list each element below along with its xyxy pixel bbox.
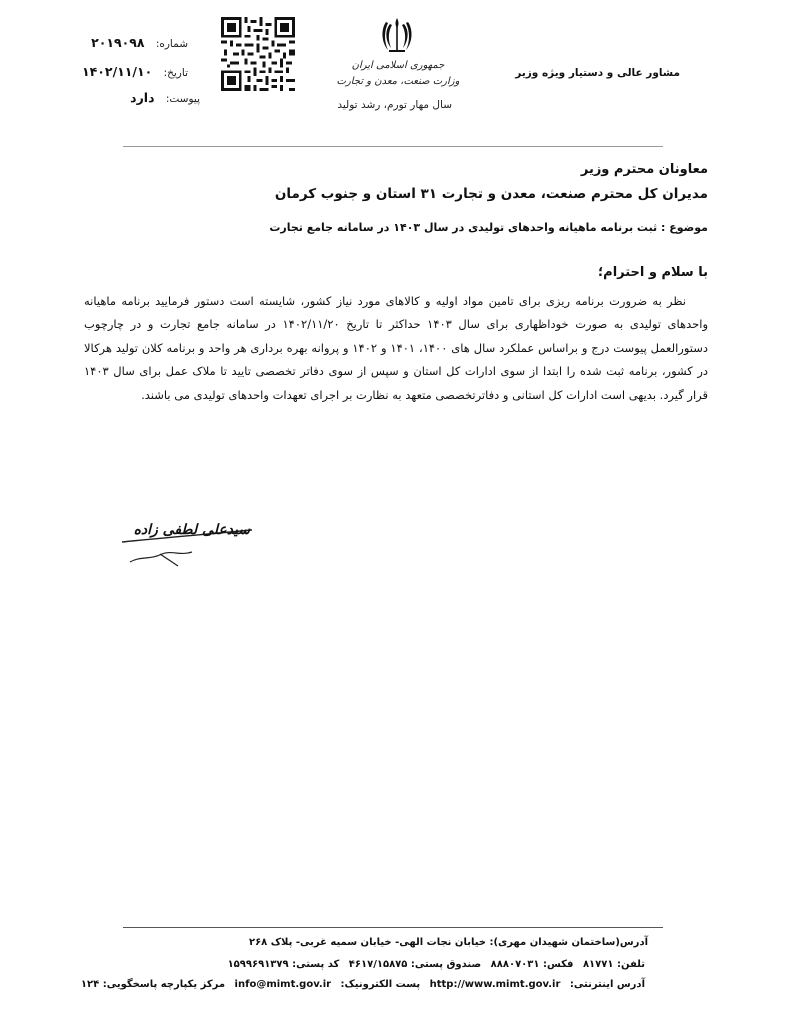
footer-web-link[interactable]: http://www.mimt.gov.ir [429,979,561,990]
qr-code [221,17,295,91]
footer-web-label: آدرس اینترنتی: [569,979,645,990]
ministry-republic-name: جمهوری اسلامی ایران [351,60,445,71]
footer-contact-row [205,959,648,970]
footer-call-center: مرکز یکپارچه پاسخگویی: ۱۲۴ [80,979,226,990]
greeting: با سلام و احترام؛ [597,265,708,280]
header-divider [123,146,663,147]
footer-address: آدرس(ساختمان شهیدان مهری): خیابان نجات الهی- خیابان سمیه غربی- پلاک ۲۶۸ [248,937,648,948]
iran-emblem-icon [380,16,414,54]
footer-phone: تلفن: ۸۱۷۷۱ [582,959,645,970]
letter-body-paragraph: نظر به ضرورت برنامه ریزی برای تامین مواد اولیه و کالاهای مورد نیاز کشور، شایسته است دستور فرمایید برنامه ماهیانه واحدهای تولیدی به صورت خوداظهاری برای سال ۱۴۰۳ حداکثر تا تاریخ ۱۴۰۲/۱۱/۲۰ در سامانه جامع تجارت و در چارچوب دستورالعمل پیوست درج و براساس عملکرد سال های ۱۴۰۰، ۱۴۰۱ و ۱۴۰۲ و پروانه بهره برداری هر واحد و برنامه کلان تولید هرکالا در کشور، برنامه ثبت شده را ابتدا از سوی ادارات کل استان و سپس از سوی دفاتر تخصصی تایید تا ملاک عمل برای سال ۱۴۰۳ قرار گیرد. بدیهی است ادارات کل استانی و دفاترتخصصی متعهد به نظارت بر اجرای تعهدات واحدهای تولیدی می باشند. [84,294,708,402]
letter-attachment-row [105,90,200,105]
letter-date-value: ۱۴۰۲/۱۱/۱۰ [82,64,153,79]
footer-email-label: پست الکترونیک: [340,979,421,990]
advisor-title: مشاور عالی و دستیار ویژه وزیر [515,67,680,79]
footer-online-row [80,979,648,990]
ministry-name: وزارت صنعت، معدن و تجارت [336,76,460,87]
letter-body [84,290,708,407]
letter-attachment-value: دارد [130,90,155,105]
footer-postal-code: کد پستی: ۱۵۹۹۶۹۱۳۷۹ [227,959,340,970]
year-slogan: سال مهار تورم، رشد تولید [337,99,452,111]
letter-date-label: تاریخ: [163,67,188,79]
letter-subject: موضوع : ثبت برنامه ماهیانه واحدهای تولیدی در سال ۱۴۰۳ در سامانه جامع تجارت [269,221,708,234]
footer-divider [123,927,663,928]
letter-number-row [91,35,188,50]
signatory-name: سیدعلی لطفی زاده [133,522,250,538]
letter-number-value: ۲۰۱۹۰۹۸ [91,35,145,50]
letter-number-label: شماره: [155,38,188,50]
recipient-deputies: معاونان محترم وزیر [580,162,708,177]
footer-pobox: صندوق پستی: ۴۶۱۷/۱۵۸۷۵ [348,959,482,970]
recipient-provincial-directors: مدیران کل محترم صنعت، معدن و تجارت ۳۱ استان و جنوب کرمان [274,186,708,202]
letter-date-row [82,64,188,79]
footer-email-link[interactable]: info@mimt.gov.ir [234,979,332,990]
handwritten-signature [100,510,260,575]
footer-fax: فکس: ۸۸۸۰۷۰۳۱ [490,959,574,970]
letter-attachment-label: پیوست: [165,93,200,105]
